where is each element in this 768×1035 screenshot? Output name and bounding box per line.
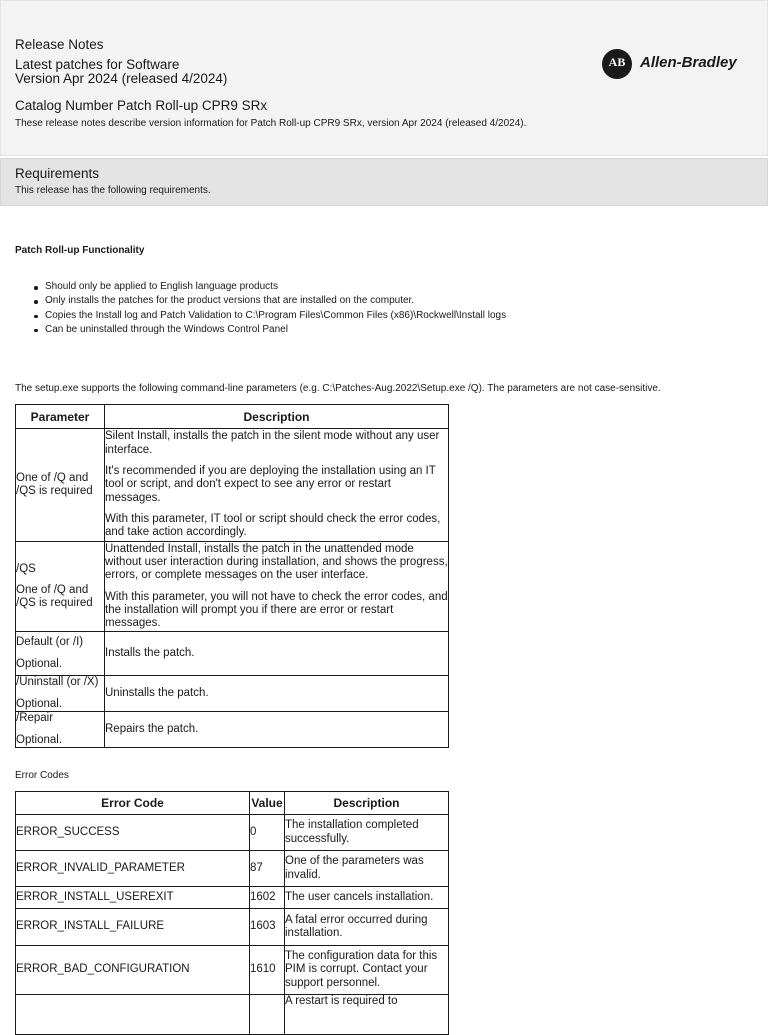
error-codes-label: Error Codes (15, 770, 69, 781)
description-text: Uninstalls the patch. (105, 686, 209, 699)
error-description-cell: One of the parameters was invalid. (285, 851, 449, 887)
error-description-cell: A fatal error occurred during installation. (285, 909, 449, 946)
error-code-cell: ERROR_BAD_CONFIGURATION (16, 946, 250, 995)
error-value-cell: 87 (250, 851, 285, 887)
error-code-cell: ERROR_INVALID_PARAMETER (16, 851, 250, 887)
table-header-row (16, 405, 449, 429)
functionality-title: Patch Roll-up Functionality (15, 245, 145, 256)
doc-title: Release Notes (15, 37, 104, 52)
column-header: Parameter (16, 405, 105, 429)
description-text: Repairs the patch. (105, 722, 199, 735)
command-line-intro: The setup.exe supports the following command-line parameters (e.g. C:\Patches-Aug.2022\Setup.exe /Q). The parameters are not case-sensitive. (15, 383, 661, 394)
param-cell (16, 712, 105, 748)
subtitle-line-1: Latest patches for Software (15, 57, 180, 72)
description-cell (105, 632, 449, 676)
table-row (16, 712, 449, 748)
description-text: It's recommended if you are deploying the installation using an IT tool or script, and don't expect to see any error or restart messages. (105, 465, 436, 504)
param-text: Optional. (16, 657, 63, 670)
description-text: Installs the patch. (105, 646, 195, 659)
table-row (16, 429, 449, 542)
param-text: /QS (16, 562, 36, 575)
list-item: Should only be applied to English language products (15, 280, 506, 294)
param-text: /QS is required (16, 597, 93, 610)
param-cell (16, 632, 105, 676)
param-text: One of /Q and (16, 471, 89, 484)
column-header: Value (250, 792, 285, 815)
description-text: With this parameter, you will not have to check the error codes, and the installation will prompt you if there are error or restart messages. (105, 590, 448, 630)
error-value-cell: 0 (250, 815, 285, 851)
table-row (16, 542, 449, 632)
description-text: With this parameter, IT tool or script should check the error codes, and take action accordingly. (105, 512, 441, 539)
functionality-list (15, 280, 506, 337)
brand-name: Allen-Bradley (640, 54, 737, 71)
table-row (16, 995, 449, 1035)
requirements-band (0, 158, 768, 206)
table-row (16, 632, 449, 676)
param-cell (16, 542, 105, 632)
error-value-cell (250, 995, 285, 1035)
error-code-cell: ERROR_INSTALL_FAILURE (16, 909, 250, 946)
description-cell (105, 542, 449, 632)
description-cell (105, 676, 449, 712)
param-cell (16, 429, 105, 542)
error-description-cell: The configuration data for this PIM is corrupt. Contact your support personnel. (285, 946, 449, 995)
param-text: /QS is required (16, 485, 93, 497)
table-row (16, 815, 449, 851)
param-text: Optional. (16, 697, 63, 710)
error-description-cell: The installation completed successfully. (285, 815, 449, 851)
doc-subtitle (15, 58, 227, 86)
error-value-cell: 1603 (250, 909, 285, 946)
error-value-cell: 1610 (250, 946, 285, 995)
list-item: Can be uninstalled through the Windows Control Panel (15, 323, 506, 337)
error-codes-table (15, 791, 449, 1035)
column-header: Error Code (16, 792, 250, 815)
param-text: /Uninstall (or /X) (16, 676, 99, 689)
table-header-row (16, 792, 449, 815)
table-row (16, 909, 449, 946)
parameters-table (15, 404, 449, 748)
table-row (16, 676, 449, 712)
ab-badge-icon: AB (602, 49, 632, 79)
release-notes-header (0, 0, 768, 156)
param-text: One of /Q and (16, 583, 89, 596)
error-value-cell: 1602 (250, 887, 285, 909)
param-text: Default (or /I) (16, 636, 84, 649)
param-text: /Repair (16, 712, 54, 725)
requirements-text: This release has the following requirements. (15, 185, 211, 196)
table-row (16, 887, 449, 909)
param-text: Optional. (16, 733, 63, 746)
subtitle-line-2: Version Apr 2024 (released 4/2024) (15, 71, 228, 86)
error-code-cell: ERROR_INSTALL_USEREXIT (16, 887, 250, 909)
list-item: Copies the Install log and Patch Validation to C:\Program Files\Common Files (x86)\Rockwell\Install logs (15, 309, 506, 323)
description-cell (105, 429, 449, 542)
param-cell (16, 676, 105, 712)
header-summary: These release notes describe version information for Patch Roll-up CPR9 SRx, version Apr 2024 (released 4/2024). (15, 118, 527, 129)
table-row (16, 946, 449, 995)
error-description-cell: A restart is required to (285, 995, 449, 1035)
description-text: Unattended Install, installs the patch in the unattended mode without user interaction during installation, and shows the progress, errors, or complete messages on the user interface. (105, 542, 448, 582)
requirements-title: Requirements (15, 166, 100, 181)
description-cell (105, 712, 449, 748)
error-code-cell (16, 995, 250, 1035)
list-item: Only installs the patches for the product versions that are installed on the computer. (15, 294, 506, 308)
table-row (16, 851, 449, 887)
column-header: Description (285, 792, 449, 815)
catalog-number: Catalog Number Patch Roll-up CPR9 SRx (15, 98, 268, 113)
error-description-cell: The user cancels installation. (285, 887, 449, 909)
description-text: Silent Install, installs the patch in the silent mode without any user interface. (105, 430, 440, 456)
column-header: Description (105, 405, 449, 429)
error-code-cell: ERROR_SUCCESS (16, 815, 250, 851)
